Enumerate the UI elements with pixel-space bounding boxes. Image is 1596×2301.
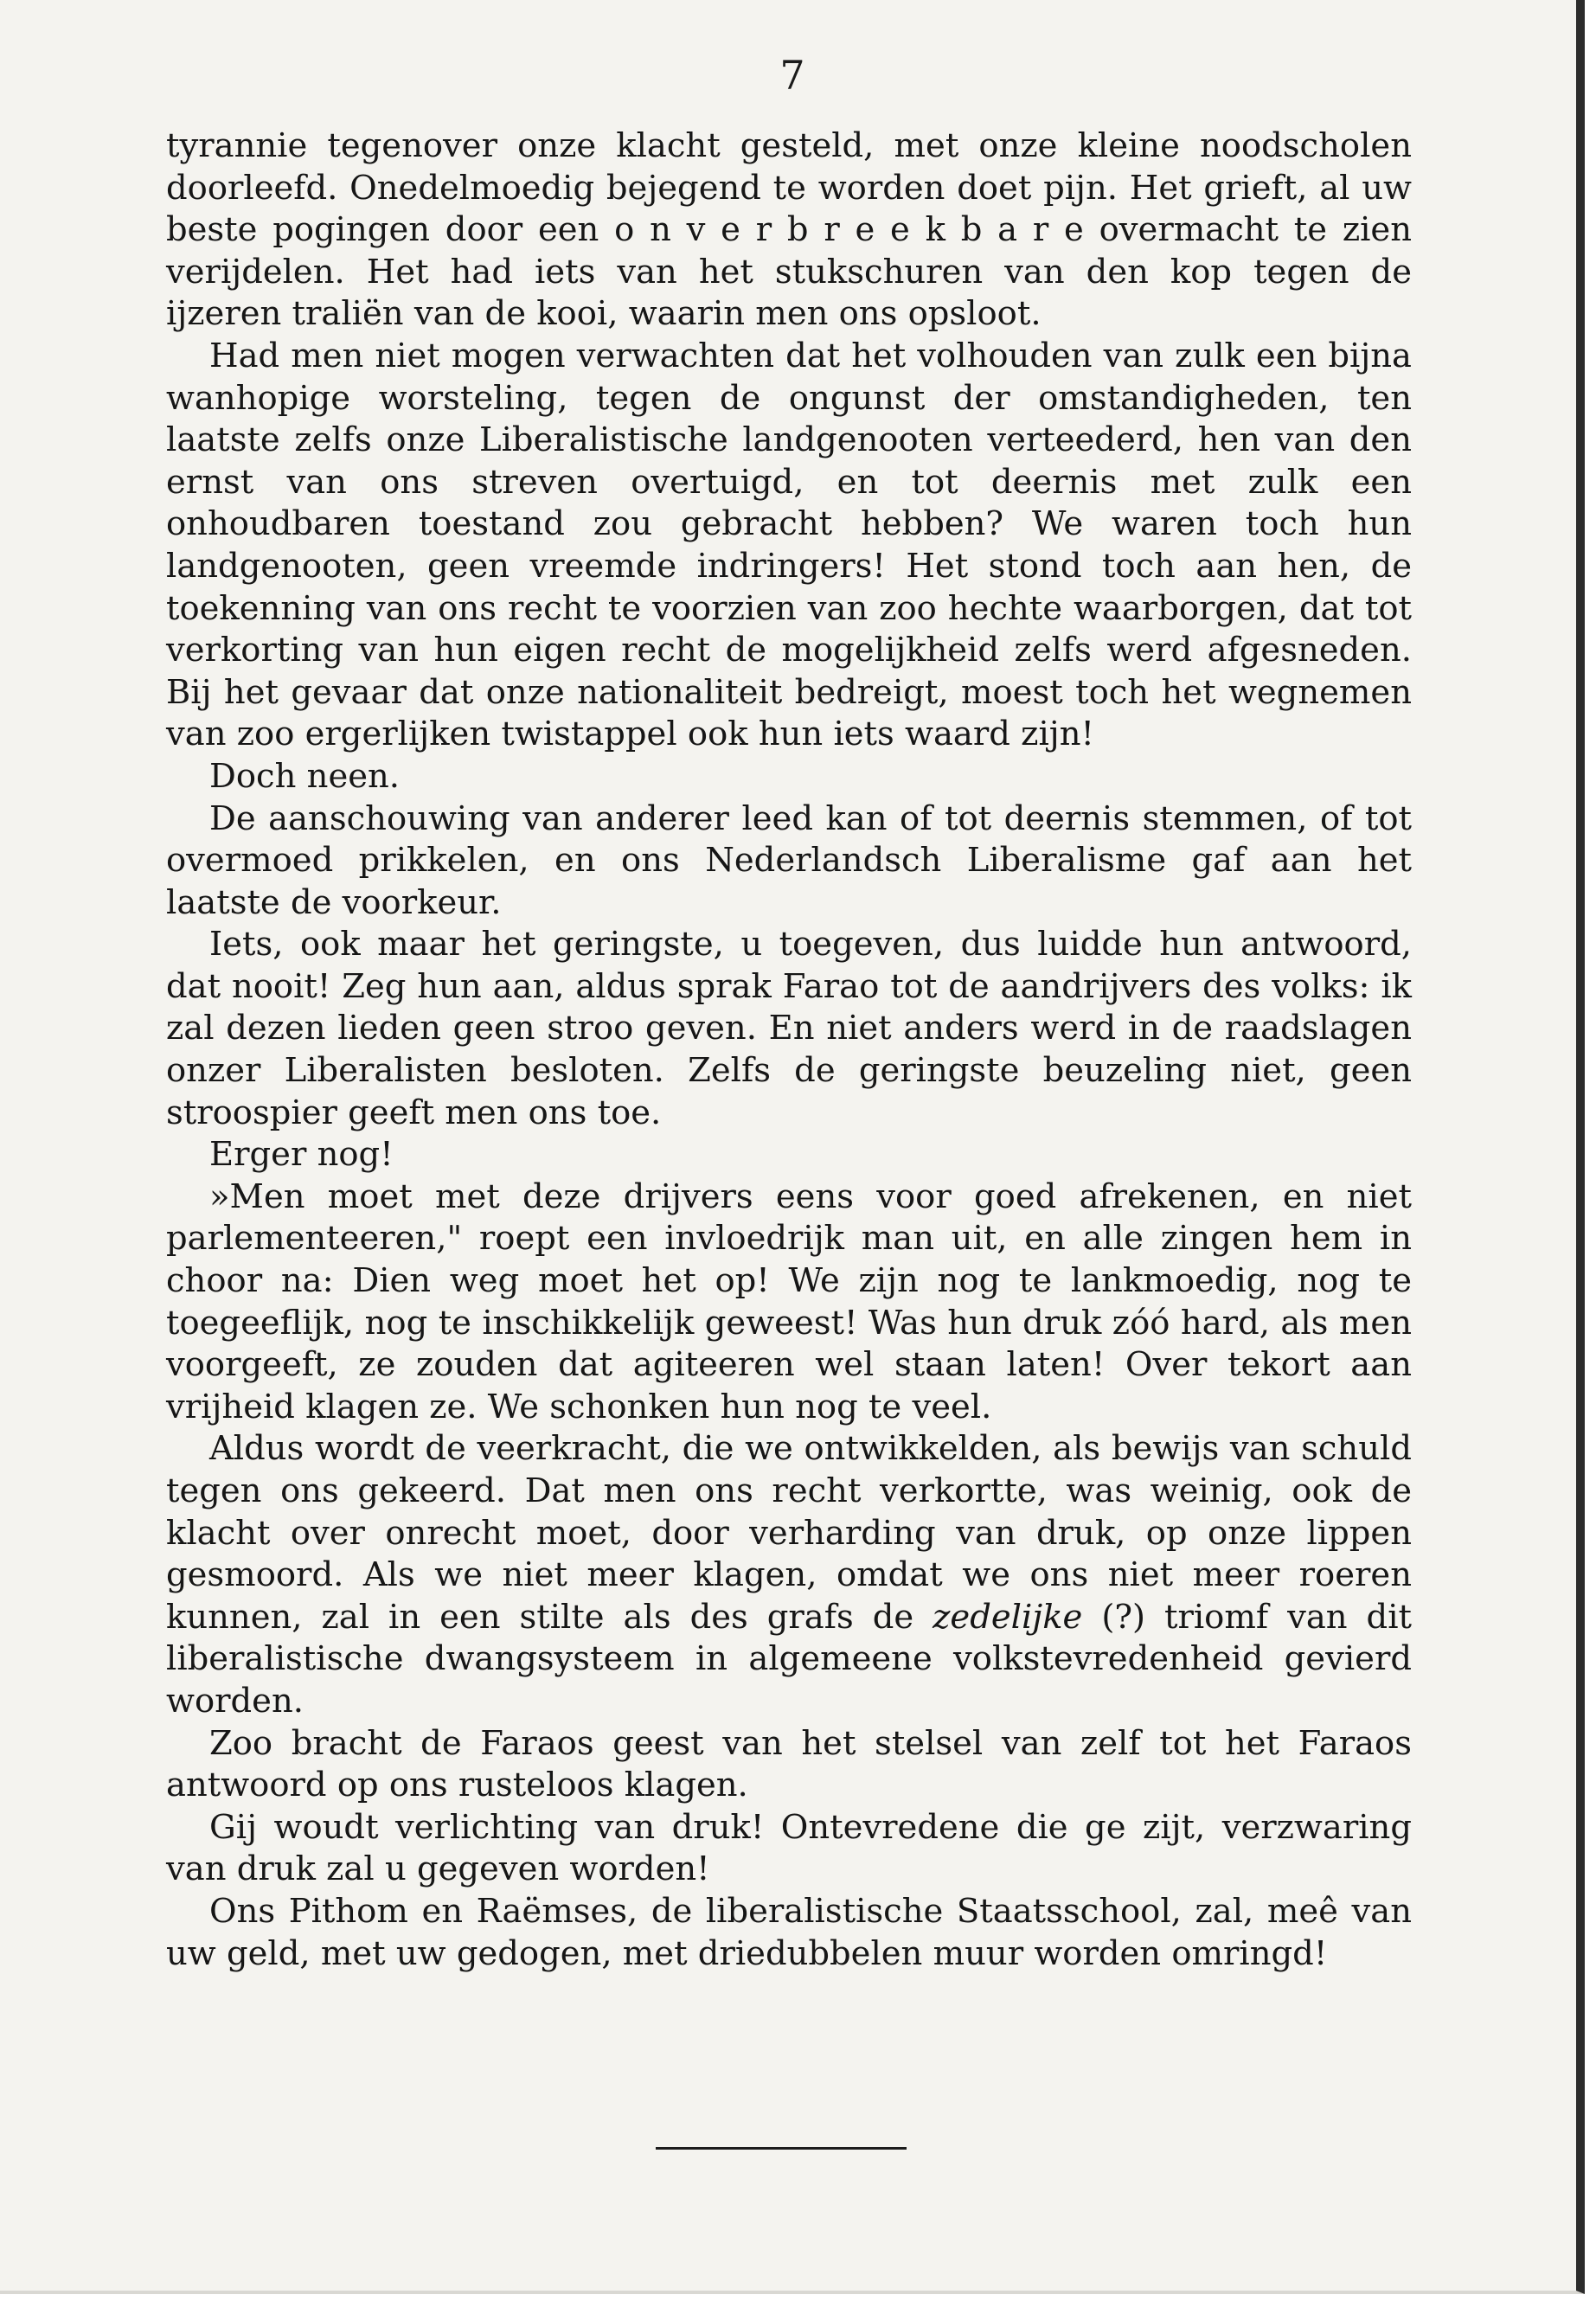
closing-rule (656, 2147, 907, 2150)
paragraph: Iets, ook maar het geringste, u toegeven, dus luidde hun antwoord, dat nooit! Zeg hun aan, aldus sprak Farao tot de aandrijvers des volks: ik zal dezen lieden geen stroo geven. En niet anders werd in de raadslagen onzer Liberalisten besloten. Zelfs de geringste beuzeling niet, geen stroospier geeft men ons toe. (166, 925, 1412, 1132)
paragraph: Ons Pithom en Raëmses, de liberalistische Staatsschool, zal, meê van uw geld, met uw gedogen, met driedubbelen muur worden omringd! (166, 1891, 1412, 1973)
italic-word: zedelijke (933, 1597, 1083, 1637)
paragraph-text: Aldus wordt de veerkracht, die we ontwikkelden, als bewijs van schuld tegen ons gekeerd. Dat men ons recht verkortte, was weinig, ook de klacht over onrecht moet, door verharding van druk, op onze lippen gesmoord. Als we niet meer klagen, omdat we ons niet meer roeren kunnen, zal in een stilte als des grafs de (166, 1429, 1412, 1637)
paragraph: Had men niet mogen verwachten dat het volhouden van zulk een bijna wanhopige worsteling, tegen de ongunst der omstandigheden, ten laatste zelfs onze Liberalistische landgenooten verteederd, hen van den ernst van ons streven overtuigd, en tot deernis met zulk een onhoudbaren toestand zou gebracht hebben? We waren toch hun landgenooten, geen vreemde indringers! Het stond toch aan hen, de toekenning van ons recht te voorzien van zoo hechte waarborgen, dat tot verkorting van hun eigen recht de mogelijkheid zelfs werd afgesneden. Bij het gevaar dat onze nationaliteit bedreigt, moest toch het wegnemen van zoo ergerlijken twistappel ook hun iets waard zijn! (166, 336, 1412, 754)
paragraph: tyrannie tegenover onze klacht gesteld, met onze kleine noodscholen doorleefd. Onedelmoedig bejegend te worden doet pijn. Het grieft, al uw beste pogingen door een o n v e r b r e e k b a r e overmacht te zien verijdelen. Het had iets van het stukschuren van den kop tegen de ijzeren traliën van de kooi, waarin men ons opsloot. (166, 126, 1412, 334)
paragraph: Zoo bracht de Faraos geest van het stelsel van zelf tot het Faraos antwoord op ons rusteloos klagen. (166, 1723, 1412, 1805)
paragraph: Erger nog! (209, 1135, 394, 1175)
paragraph-text: (?) triomf van dit liberalistische dwangsysteem in algemeene volkstevredenheid gevierd worden. (166, 1597, 1412, 1721)
paragraph: De aanschouwing van anderer leed kan of tot deernis stemmen, of tot overmoed prikkelen, en ons Nederlandsch Liberalisme gaf aan het laatste de voorkeur. (166, 798, 1412, 922)
body-text (166, 125, 1412, 1975)
paragraph (166, 1428, 1412, 1722)
paragraph: »Men moet met deze drijvers eens voor goed afrekenen, en niet parlementeeren," roept een invloedrijk man uit, en alle zingen hem in choor na: Dien weg moet het op! We zijn nog te lankmoedig, nog te toegeeflijk, nog te inschikkelijk geweest! Was hun druk zóó hard, als men voorgeeft, ze zouden dat agiteeren wel staan laten! Over tekort aan vrijheid klagen ze. We schonken hun nog te veel. (166, 1176, 1412, 1426)
paragraph: Doch neen. (209, 756, 401, 796)
page-number: 7 (779, 52, 805, 99)
paragraph: Gij woudt verlichting van druk! Ontevredene die ge zijt, verzwaring van druk zal u gegeven worden! (166, 1807, 1412, 1889)
